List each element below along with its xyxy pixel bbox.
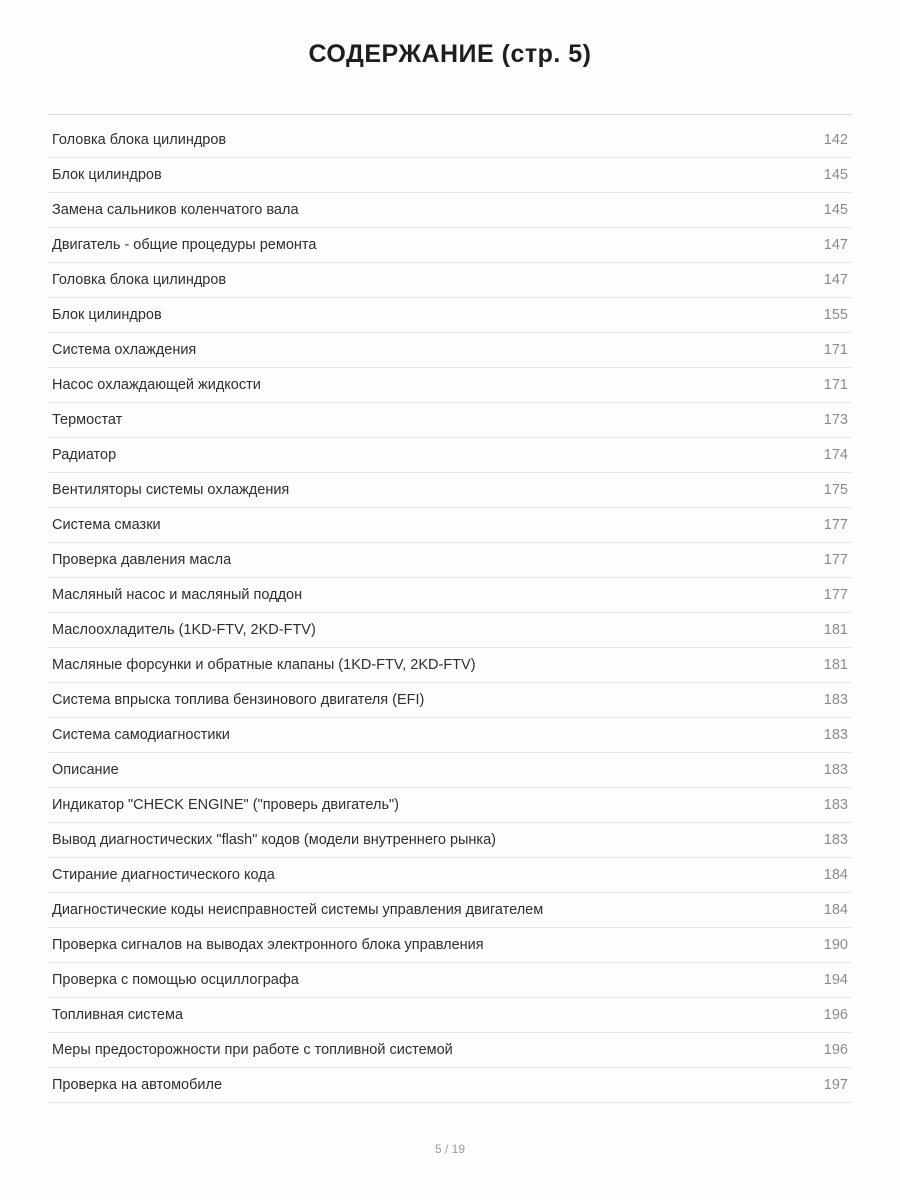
toc-entry-label: Масляные форсунки и обратные клапаны (1KD-FTV, 2KD-FTV) <box>52 657 476 673</box>
toc-entry-page: 197 <box>823 1077 848 1093</box>
toc-entry-page: 173 <box>823 412 848 428</box>
toc-entry[interactable] <box>48 333 852 368</box>
title-divider <box>48 114 852 115</box>
toc-entry[interactable] <box>48 753 852 788</box>
toc-entry-label: Вывод диагностических "flash" кодов (модели внутреннего рынка) <box>52 832 496 848</box>
toc-entry-page: 196 <box>823 1007 848 1023</box>
toc-entry-label: Индикатор "CHECK ENGINE" ("проверь двигатель") <box>52 797 399 813</box>
toc-entry[interactable] <box>48 963 852 998</box>
toc-entry-page: 177 <box>823 587 848 603</box>
toc-entry-label: Проверка на автомобиле <box>52 1077 223 1093</box>
toc-entry-page: 183 <box>823 762 848 778</box>
toc-entry-page: 147 <box>823 272 848 288</box>
toc-entry-page: 181 <box>823 657 848 673</box>
toc-entry[interactable] <box>48 893 852 928</box>
toc-entry[interactable] <box>48 788 852 823</box>
toc-entry[interactable] <box>48 928 852 963</box>
toc-entry-page: 171 <box>823 377 848 393</box>
toc-entry-page: 196 <box>823 1042 848 1058</box>
toc-entry[interactable] <box>48 228 852 263</box>
toc-entry-label: Система охлаждения <box>52 342 197 358</box>
toc-entry-label: Меры предосторожности при работе с топливной системой <box>52 1042 453 1058</box>
toc-entry[interactable] <box>48 683 852 718</box>
toc-entry-label: Система самодиагностики <box>52 727 230 743</box>
toc-entry-page: 183 <box>823 832 848 848</box>
toc-entry-page: 190 <box>823 937 848 953</box>
toc-entry-label: Топливная система <box>52 1007 184 1023</box>
toc-entry-page: 183 <box>823 692 848 708</box>
page-footer: 5 / 19 <box>434 1142 466 1156</box>
toc-entry[interactable] <box>48 473 852 508</box>
toc-entry-page: 184 <box>823 867 848 883</box>
toc-entry[interactable] <box>48 1033 852 1068</box>
toc-entry[interactable] <box>48 193 852 228</box>
toc-entry-label: Проверка сигналов на выводах электронного блока управления <box>52 937 484 953</box>
toc-entry[interactable] <box>48 158 852 193</box>
toc-entry-label: Термостат <box>52 412 123 428</box>
toc-entry[interactable] <box>48 508 852 543</box>
toc-entry[interactable] <box>48 648 852 683</box>
page-title: СОДЕРЖАНИЕ (стр. 5) <box>308 40 592 68</box>
table-of-contents <box>48 123 852 1103</box>
toc-entry[interactable] <box>48 403 852 438</box>
toc-entry-page: 147 <box>823 237 848 253</box>
toc-entry-page: 171 <box>823 342 848 358</box>
toc-entry-label: Головка блока цилиндров <box>52 272 227 288</box>
toc-entry-label: Маслоохладитель (1KD-FTV, 2KD-FTV) <box>52 622 316 638</box>
toc-entry-label: Блок цилиндров <box>52 307 162 323</box>
toc-entry-label: Замена сальников коленчатого вала <box>52 202 299 218</box>
toc-entry[interactable] <box>48 438 852 473</box>
toc-entry-page: 184 <box>823 902 848 918</box>
toc-entry-label: Описание <box>52 762 119 778</box>
toc-entry-page: 177 <box>823 517 848 533</box>
toc-entry[interactable] <box>48 998 852 1033</box>
toc-entry-page: 194 <box>823 972 848 988</box>
toc-entry[interactable] <box>48 578 852 613</box>
toc-entry-label: Система впрыска топлива бензинового двигателя (EFI) <box>52 692 425 708</box>
toc-entry-label: Насос охлаждающей жидкости <box>52 377 261 393</box>
toc-entry[interactable] <box>48 123 852 158</box>
toc-entry-label: Радиатор <box>52 447 117 463</box>
toc-entry[interactable] <box>48 298 852 333</box>
toc-entry-label: Головка блока цилиндров <box>52 132 227 148</box>
toc-entry[interactable] <box>48 368 852 403</box>
toc-entry-page: 174 <box>823 447 848 463</box>
toc-entry-page: 175 <box>823 482 848 498</box>
toc-entry-page: 145 <box>823 167 848 183</box>
toc-entry-label: Проверка с помощью осциллографа <box>52 972 299 988</box>
toc-entry-label: Проверка давления масла <box>52 552 232 568</box>
toc-entry[interactable] <box>48 1068 852 1103</box>
toc-entry-label: Диагностические коды неисправностей системы управления двигателем <box>52 902 544 918</box>
toc-entry[interactable] <box>48 823 852 858</box>
toc-entry-label: Вентиляторы системы охлаждения <box>52 482 290 498</box>
toc-entry-page: 145 <box>823 202 848 218</box>
toc-entry-label: Стирание диагностического кода <box>52 867 275 883</box>
toc-entry[interactable] <box>48 858 852 893</box>
toc-entry-page: 183 <box>823 797 848 813</box>
toc-entry[interactable] <box>48 718 852 753</box>
toc-entry[interactable] <box>48 543 852 578</box>
toc-entry-page: 155 <box>823 307 848 323</box>
toc-entry[interactable] <box>48 263 852 298</box>
toc-entry-label: Двигатель - общие процедуры ремонта <box>52 237 317 253</box>
toc-entry-label: Масляный насос и масляный поддон <box>52 587 303 603</box>
toc-entry[interactable] <box>48 613 852 648</box>
toc-entry-page: 142 <box>823 132 848 148</box>
toc-entry-page: 177 <box>823 552 848 568</box>
toc-entry-page: 183 <box>823 727 848 743</box>
toc-entry-page: 181 <box>823 622 848 638</box>
toc-entry-label: Система смазки <box>52 517 161 533</box>
toc-entry-label: Блок цилиндров <box>52 167 162 183</box>
